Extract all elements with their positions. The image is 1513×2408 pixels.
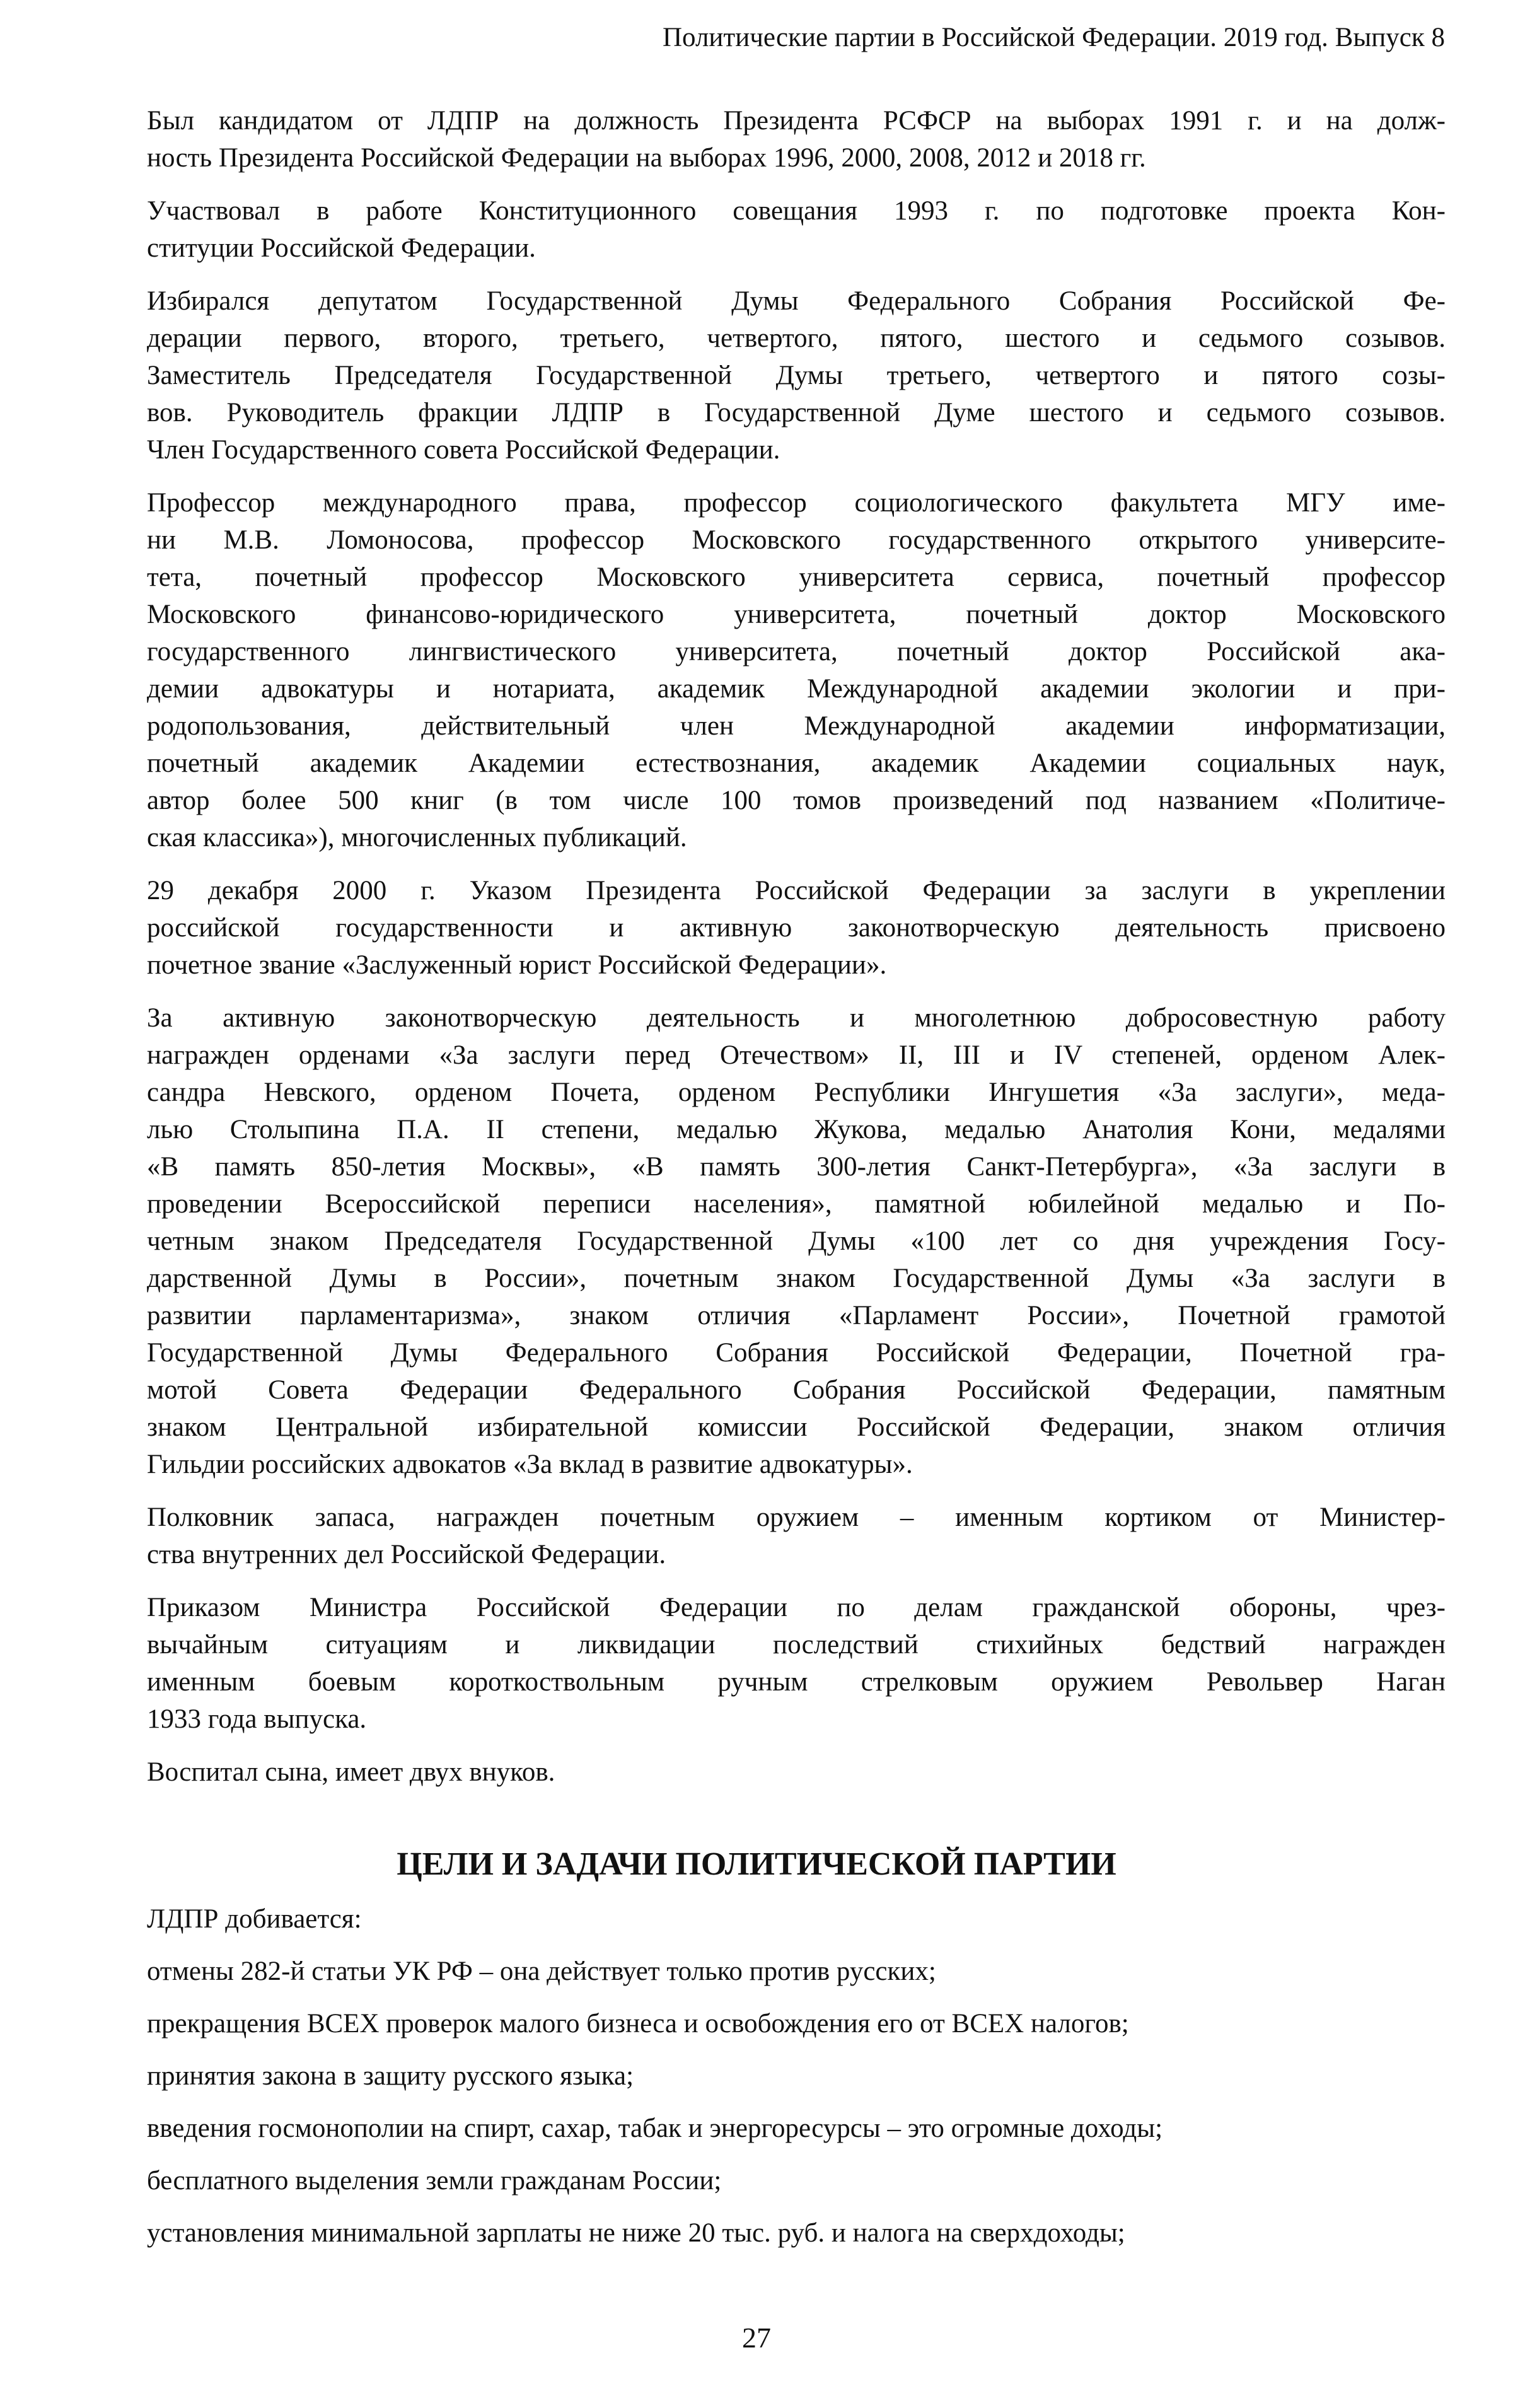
paragraph	[147, 1499, 1446, 1573]
text-line: российской государственности и активную законотворческую деятельность присвоено	[147, 913, 1446, 943]
text-line: вов. Руководитель фракции ЛДПР в Государственной Думе шестого и седьмого созывов.	[147, 398, 1446, 428]
text-line: дерации первого, второго, третьего, четвертого, пятого, шестого и седьмого созывов.	[147, 323, 1446, 353]
text-line: почетный академик Академии естествознания, академик Академии социальных наук,	[147, 748, 1446, 778]
text-line: Гильдии российских адвокатов «За вклад в развитие адвокатуры».	[147, 1450, 913, 1479]
goal-item: бесплатного выделения земли гражданам России;	[147, 2166, 722, 2196]
text-line: Приказом Министра Российской Федерации по делам гражданской обороны, чрез-	[147, 1593, 1446, 1622]
running-head: Политические партии в Российской Федерации. 2019 год. Выпуск 8	[662, 23, 1445, 52]
text-line: ституции Российской Федерации.	[147, 233, 536, 263]
text-line: знаком Центральной избирательной комиссии Российской Федерации, знаком отличия	[147, 1412, 1446, 1442]
text-line: Избирался депутатом Государственной Думы Федерального Собрания Российской Фе-	[147, 286, 1446, 316]
text-line: именным боевым короткоствольным ручным стрелковым оружием Револьвер Наган	[147, 1667, 1446, 1697]
paragraph	[147, 872, 1446, 984]
text-line: Член Государственного совета Российской Федерации.	[147, 435, 780, 465]
biography-text	[147, 102, 1446, 1806]
goals-intro: ЛДПР добивается:	[147, 1904, 362, 1934]
text-line: ни М.В. Ломоносова, профессор Московского государственного открытого университе-	[147, 525, 1446, 555]
text-line: Заместитель Председателя Государственной Думы третьего, четвертого и пятого созы-	[147, 361, 1446, 390]
text-line: автор более 500 книг (в том числе 100 томов произведений под названием «Политиче-	[147, 786, 1446, 815]
text-line: Полковник запаса, награжден почетным оружием – именным кортиком от Министер-	[147, 1503, 1446, 1532]
goals-list	[147, 1893, 1446, 2259]
text-line: Участвовал в работе Конституционного совещания 1993 г. по подготовке проекта Кон-	[147, 196, 1446, 226]
text-line: ская классика»), многочисленных публикаций.	[147, 823, 687, 852]
text-line: почетное звание «Заслуженный юрист Российской Федерации».	[147, 950, 887, 980]
text-line: государственного лингвистического университета, почетный доктор Российской ака-	[147, 637, 1446, 666]
paragraph	[147, 282, 1446, 468]
text-line: Московского финансово-юридического университета, почетный доктор Московского	[147, 600, 1446, 629]
text-line: 29 декабря 2000 г. Указом Президента Российской Федерации за заслуги в укреплении	[147, 876, 1446, 905]
text-line: четным знаком Председателя Государственной Думы «100 лет со дня учреждения Госу-	[147, 1226, 1446, 1256]
page-number: 27	[742, 2322, 771, 2354]
text-line: мотой Совета Федерации Федерального Собрания Российской Федерации, памятным	[147, 1375, 1446, 1405]
text-line: вычайным ситуациям и ликвидации последствий стихийных бедствий награжден	[147, 1630, 1446, 1660]
goal-item: принятия закона в защиту русского языка;	[147, 2061, 634, 2091]
text-line: демии адвокатуры и нотариата, академик Международной академии экологии и при-	[147, 674, 1446, 704]
text-line: Был кандидатом от ЛДПР на должность Президента РСФСР на выборах 1991 г. и на долж-	[147, 106, 1446, 136]
goal-item: введения госмонополии на спирт, сахар, табак и энергоресурсы – это огромные доходы;	[147, 2114, 1163, 2143]
text-line: родопользования, действительный член Международной академии информатизации,	[147, 711, 1446, 741]
text-line: Государственной Думы Федерального Собрания Российской Федерации, Почетной гра-	[147, 1338, 1446, 1368]
paragraph	[147, 1589, 1446, 1738]
goal-item: отмены 282-й статьи УК РФ – она действует только против русских;	[147, 1957, 936, 1986]
paragraph	[147, 484, 1446, 856]
text-line: награжден орденами «За заслуги перед Отечеством» II, III и IV степеней, орденом Алек-	[147, 1040, 1446, 1070]
section-heading: ЦЕЛИ И ЗАДАЧИ ПОЛИТИЧЕСКОЙ ПАРТИИ	[397, 1846, 1116, 1882]
text-line: ность Президента Российской Федерации на выборах 1996, 2000, 2008, 2012 и 2018 гг.	[147, 143, 1146, 173]
goal-item: прекращения ВСЕХ проверок малого бизнеса и освобождения его от ВСЕХ налогов;	[147, 2009, 1129, 2039]
text-line: тета, почетный профессор Московского университета сервиса, почетный профессор	[147, 562, 1446, 592]
text-line: ства внутренних дел Российской Федерации.	[147, 1540, 666, 1569]
paragraph	[147, 1754, 1446, 1791]
text-line: лью Столыпина П.А. II степени, медалью Жукова, медалью Анатолия Кони, медалями	[147, 1115, 1446, 1144]
text-line: развитии парламентаризма», знаком отличия «Парламент России», Почетной грамотой	[147, 1301, 1446, 1330]
text-line: проведении Всероссийской переписи населения», памятной юбилейной медалью и По-	[147, 1189, 1446, 1219]
text-line: Воспитал сына, имеет двух внуков.	[147, 1757, 555, 1787]
text-line: 1933 года выпуска.	[147, 1704, 367, 1734]
text-line: За активную законотворческую деятельность и многолетнюю добросовестную работу	[147, 1003, 1446, 1033]
text-line: сандра Невского, орденом Почета, орденом Республики Ингушетия «За заслуги», меда-	[147, 1078, 1446, 1107]
text-line: дарственной Думы в России», почетным знаком Государственной Думы «За заслуги в	[147, 1264, 1446, 1293]
text-line: «В память 850-летия Москвы», «В память 300-летия Санкт-Петербурга», «За заслуги в	[147, 1152, 1446, 1182]
paragraph	[147, 102, 1446, 177]
paragraph	[147, 192, 1446, 267]
text-line: Профессор международного права, профессор социологического факультета МГУ име-	[147, 488, 1446, 518]
paragraph	[147, 999, 1446, 1483]
goal-item: установления минимальной зарплаты не ниже 20 тыс. руб. и налога на сверхдоходы;	[147, 2218, 1125, 2248]
